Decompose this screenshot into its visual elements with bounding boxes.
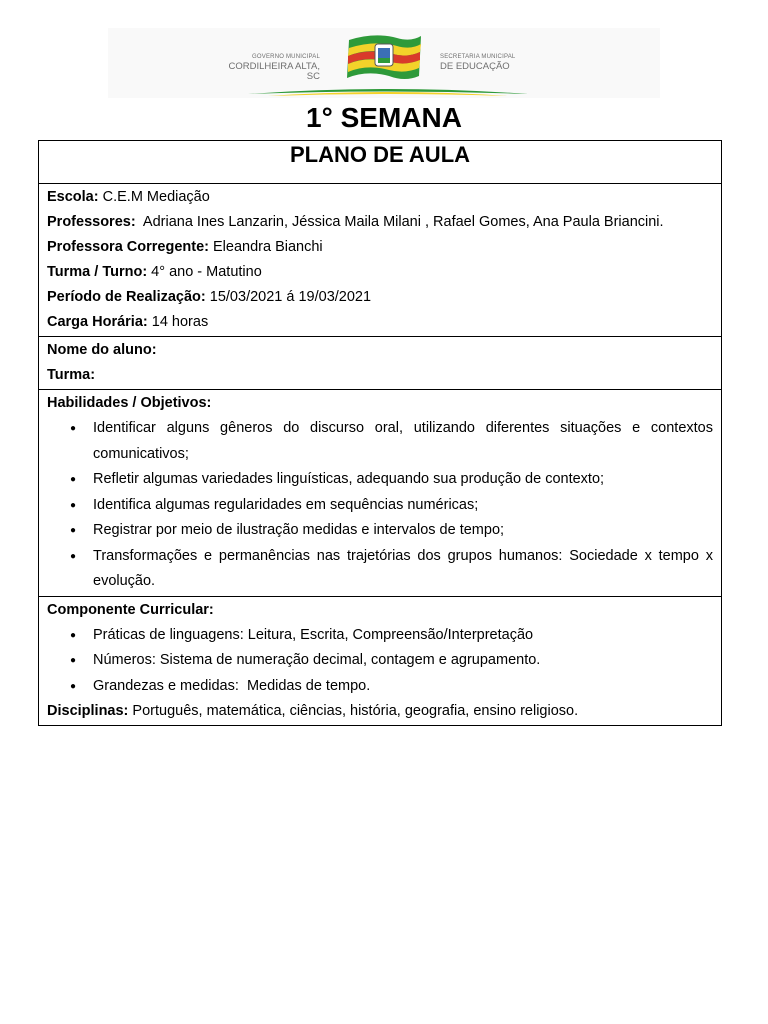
list-item: ● Registrar por meio de ilustração medidas e intervalos de tempo;	[93, 518, 713, 544]
school-info-cell	[39, 184, 722, 337]
info-row-teachers: Professores: Adriana Ines Lanzarin, Jéssica Maila Milani , Rafael Gomes, Ana Paula Briancini.	[47, 214, 664, 230]
student-cell	[39, 337, 722, 390]
info-row-workload: Carga Horária: 14 horas	[47, 314, 209, 330]
municipal-flag-icon	[345, 30, 423, 84]
curriculum-cell	[39, 596, 722, 726]
letterhead	[108, 28, 660, 98]
skills-list	[47, 416, 713, 595]
info-row-school: Escola: C.E.M Mediação	[47, 189, 210, 205]
left-small-text: GOVERNO MUNICIPAL	[252, 54, 320, 60]
list-item: ● Identificar alguns gêneros do discurso oral, utilizando diferentes situações e contextos comunicativos;	[93, 416, 713, 467]
list-item: ● Grandezas e medidas: Medidas de tempo.	[93, 674, 713, 700]
right-big-text: DE EDUCAÇÃO	[440, 61, 510, 72]
student-name-label: Nome do aluno:	[47, 342, 157, 358]
list-item: ● Números: Sistema de numeração decimal, contagem e agrupamento.	[93, 648, 713, 674]
info-row-period: Período de Realização: 15/03/2021 á 19/03/2021	[47, 289, 372, 305]
right-small-text: SECRETARIA MUNICIPAL	[440, 54, 516, 60]
skills-cell	[39, 390, 722, 597]
info-row-coteacher: Professora Corregente: Eleandra Bianchi	[47, 239, 323, 255]
list-item: ● Transformações e permanências nas trajetórias dos grupos humanos: Sociedade x tempo x evolução.	[93, 544, 713, 595]
plan-title: PLANO DE AULA	[39, 141, 722, 184]
skills-label: Habilidades / Objetivos:	[47, 395, 212, 411]
curriculum-label: Componente Curricular:	[47, 601, 214, 618]
lesson-plan-table	[38, 140, 722, 726]
disciplines-row: Disciplinas: Português, matemática, ciências, história, geografia, ensino religioso.	[47, 703, 579, 719]
student-class-label: Turma:	[47, 367, 96, 383]
info-row-class-shift: Turma / Turno: 4° ano - Matutino	[47, 264, 262, 280]
municipal-government-label	[220, 54, 320, 81]
list-item: ● Refletir algumas variedades linguísticas, adequando sua produção de contexto;	[93, 467, 713, 493]
letterhead-swoosh	[248, 84, 528, 98]
left-big-text: CORDILHEIRA ALTA, SC	[228, 61, 320, 82]
education-secretariat-label	[440, 54, 550, 72]
list-item: ● Identifica algumas regularidades em sequências numéricas;	[93, 493, 713, 519]
curriculum-list	[47, 623, 713, 700]
list-item: ● Práticas de linguagens: Leitura, Escrita, Compreensão/Interpretação	[93, 623, 713, 649]
week-title: 1° SEMANA	[306, 102, 462, 133]
